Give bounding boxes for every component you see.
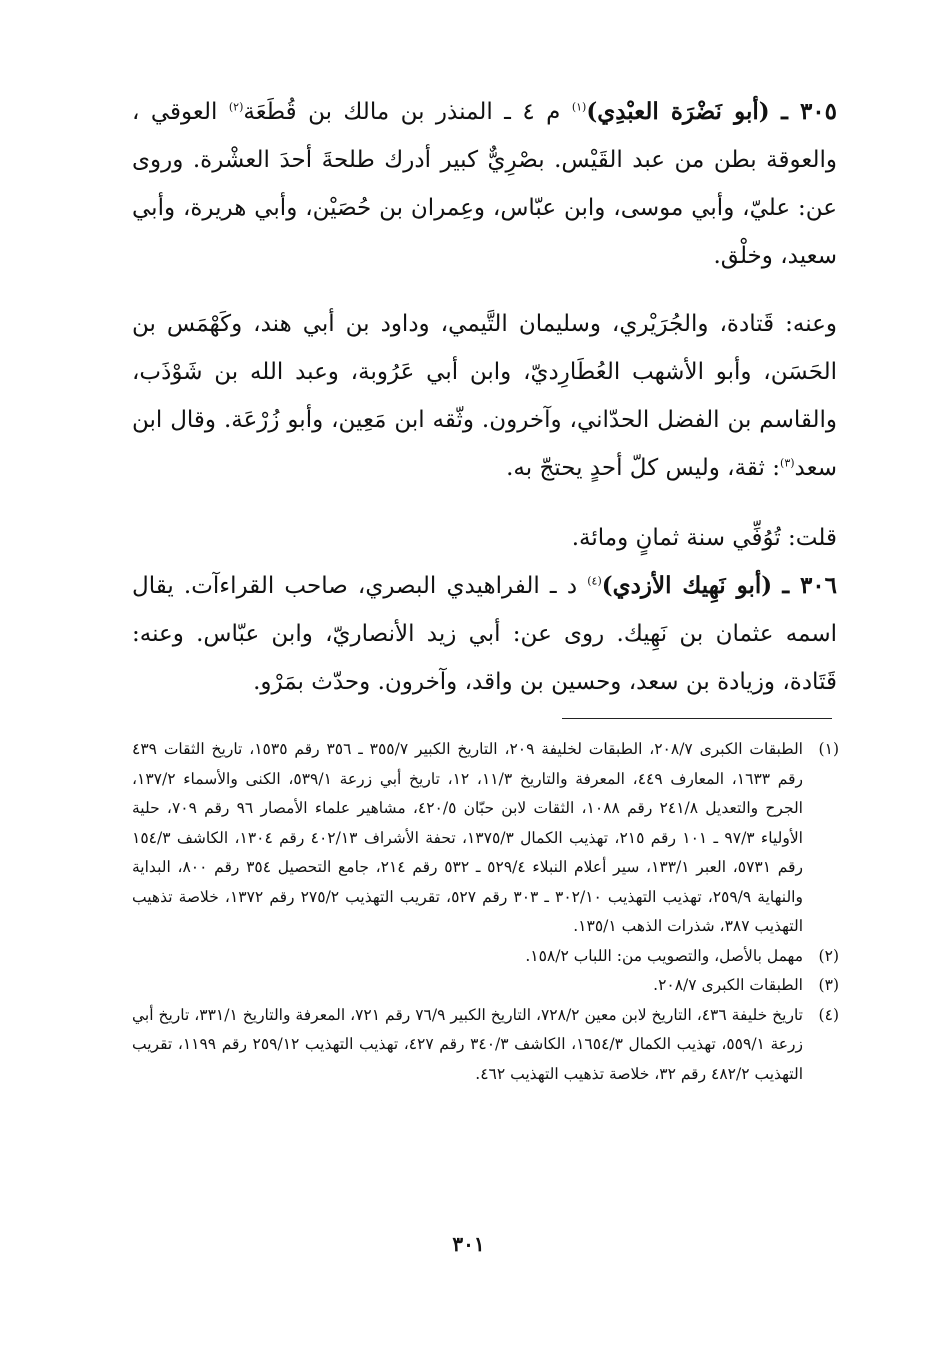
- footnote-1-text: الطبقات الكبرى ٢٠٨/٧، الطبقات لخليفة ٢٠٩، التاريخ الكبير ٣٥٥/٧ ـ ٣٥٦ رقم ١٥٣٥، تاريخ الثقات ٤٣٩ رقم ١٦٣٣، المعارف ٤٤٩، المعرفة والتاريخ ١١/٣، ١٢، تاريخ أبي زرعة ٥٣٩/١، الكنى والأسماء ١٣٧/٢، الجرح والتعديل ٢٤١/٨ رقم ١٠٨٨، الثقات لابن حبّان ٤٢٠/٥، مشاهير علماء الأمصار ٩٦ رقم ٧٠٩، حلية الأولياء ٩٧/٣ ـ ١٠١ رقم ٢١٥، تهذيب الكمال ١٣٧٥/٣، تحفة الأشراف ٤٠٢/١٣ رقم ١٣٠٤، الكاشف ١٥٤/٣ رقم ٥٧٣١، العبر ١٣٣/١، سير أعلام النبلاء ٥٢٩/٤ ـ ٥٣٢ رقم ٢١٤، جامع التحصيل ٣٥٤ رقم ٨٠٠، البداية والنهاية ٢٥٩/٩، تهذيب التهذيب ٣٠٢/١٠ ـ ٣٠٣ رقم ٥٢٧، تقريب التهذيب ٢٧٥/٢ رقم ١٣٧٢، خلاصة تذهيب التهذيب ٣٨٧، شذرات الذهب ١٣٥/١.: [132, 740, 804, 935]
- footnote-ref-4[interactable]: (٤): [587, 574, 602, 588]
- footnote-1: [132, 735, 839, 942]
- entry-305-number: ٣٠٥ ـ: [781, 98, 837, 125]
- footnote-ref-2[interactable]: (٢): [228, 100, 244, 114]
- entry-305-paragraph-3: قلت: تُوُفِّي سنة ثمانٍ ومائة.: [571, 525, 837, 551]
- footnote-4-number: (٤): [818, 1005, 839, 1024]
- entry-305-paragraph-1: [132, 88, 837, 280]
- footnote-2-text: مهمل بالأصل، والتصويب من: اللباب ١٥٨/٢.: [525, 946, 803, 965]
- entry-306-paragraph: [132, 562, 837, 706]
- footnote-3-text: الطبقات الكبرى ٢٠٨/٧.: [653, 976, 803, 994]
- entry-305-text-2b: : ثقة، وليس كلّ أحدٍ يحتجّ به.: [506, 455, 781, 481]
- footnote-1-number: (١): [818, 740, 839, 758]
- entry-306-name: (أبو نَهِيك الأزدي): [601, 572, 773, 599]
- entry-305-name: (أبو نَضْرَة العبْدِي): [586, 98, 770, 125]
- footnote-3: [132, 971, 839, 1001]
- footnote-separator: [562, 718, 832, 719]
- entry-306-text: د ـ الفراهيدي البصري، صاحب القراءآت. يقال اسمه عثمان بن نَهِيك. روى عن: أبي زيد الأنصاريّ، وابن عبّاس. وعنه: قَتَادة، وزيادة بن سعد، وحسين بن واقد، وآخرون. وحدّث بمَرْو.: [132, 573, 837, 695]
- entry-305-paragraph-2: [132, 300, 837, 492]
- footnote-4: [132, 1001, 839, 1090]
- footnote-3-number: (٣): [818, 976, 839, 994]
- main-text: [132, 88, 837, 706]
- footnotes: [132, 735, 839, 1089]
- footnote-4-text: تاريخ خليفة ٤٣٦، التاريخ لابن معين ٧٢٨/٢، التاريخ الكبير ٧٦/٩ رقم ٧٢١، المعرفة والتاريخ ٣٣١/١، تاريخ أبي زرعة ٥٥٩/١، تهذيب الكمال ١٦٥٤/٣، الكاشف ٣٤٠/٣ رقم ٤٢٧، تهذيب التهذيب ٢٥٩/١٢ رقم ١١٩٩، تقريب التهذيب ٤٨٢/٢ رقم ٣٢، خلاصة تذهيب التهذيب ٤٦٢.: [132, 1005, 803, 1083]
- footnote-ref-3[interactable]: (٣): [780, 456, 795, 470]
- footnote-ref-1[interactable]: (١): [571, 100, 587, 114]
- entry-306-number: ٣٠٦ ـ: [782, 572, 838, 599]
- footnote-2-number: (٢): [818, 946, 839, 965]
- footnote-2: [132, 942, 839, 972]
- entry-305-text-2a: وعنه: قَتادة، والجُرَيْري، وسليمان التَّيمي، وداود بن أبي هند، وكَهْمَس بن الحَسَن، وأبو الأشهب العُطَارِديّ، وابن أبي عَرُوبة، وعبد الله بن شَوْذَب، والقاسم بن الفضل الحدّاني، وآخرون. وثّقه ابن مَعِين، وأبو زُرْعَة. وقال ابن سعد: [132, 311, 837, 481]
- entry-305-text-1a: م ٤ ـ المنذر بن مالك بن قُطَعَة: [243, 99, 572, 125]
- page-number: ٣٠١: [452, 1232, 485, 1256]
- entry-305-text-1b: العوقي ، والعوقة بطن من عبد القَيْس. بصْرِيٌّ كبير أدرك طلحةَ أحدَ العشْرة. وروى عن: عليّ، وأبي موسى، وابن عبّاس، وعِمران بن حُصَيْن، وأبي هريرة، وأبي سعيد، وخلْق.: [132, 99, 837, 269]
